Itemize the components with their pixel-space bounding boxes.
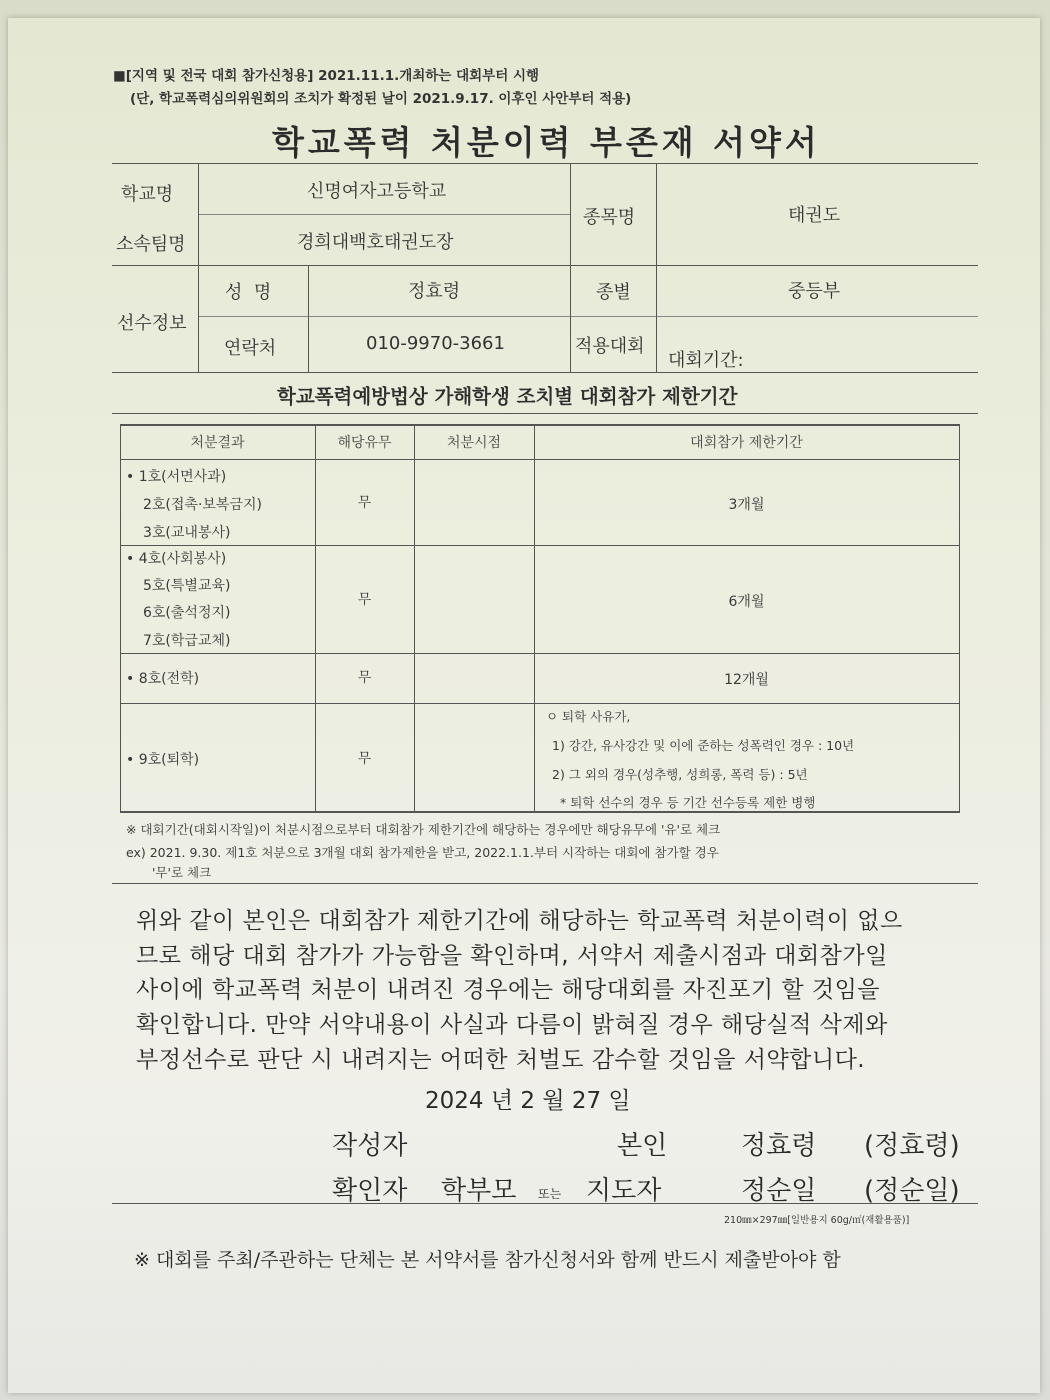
row4-item: • 9호(퇴학) xyxy=(126,752,200,768)
row2-item: 7호(학급교체) xyxy=(143,633,231,649)
row1-item: • 1호(서면사과) xyxy=(126,469,227,485)
restriction-column-divider xyxy=(120,424,121,811)
row1-item: 2호(접촉·보복금지) xyxy=(143,497,262,513)
document-title: 학교폭력 처분이력 부존재 서약서 xyxy=(272,123,821,162)
pledge-date: 2024 년 2 월 27 일 xyxy=(425,1088,631,1114)
event-label: 종목명 xyxy=(583,207,636,228)
confirmer-label: 확인자 xyxy=(332,1176,408,1206)
category-value: 중등부 xyxy=(788,281,841,302)
applied-competition-label: 적용대회 xyxy=(575,336,645,357)
notes-divider xyxy=(112,883,978,884)
header-result: 처분결과 xyxy=(190,435,245,451)
info-divider xyxy=(570,163,571,372)
name-value: 정효령 xyxy=(408,281,461,302)
pledge-line: 확인합니다. 만약 서약내용이 사실과 다름이 밝혀질 경우 해당실적 삭제와 xyxy=(136,1012,888,1038)
header-applicable: 해당유무 xyxy=(337,435,392,451)
row3-item: • 8호(전학) xyxy=(126,671,200,687)
row2-item: • 4호(사회봉사) xyxy=(126,551,227,567)
row2-item: 6호(출석정지) xyxy=(143,605,231,621)
school-label: 학교명 xyxy=(121,184,174,205)
notice-line-2: (단, 학교폭력심의위원회의 조치가 확정된 날이 2021.9.17. 이후인 사안부터 적용) xyxy=(130,91,632,107)
writer-name: 정효령 xyxy=(741,1131,817,1161)
signature-divider xyxy=(112,1203,978,1204)
restriction-header-divider xyxy=(120,459,960,460)
row4-period-line: 1) 강간, 유사강간 및 이에 준하는 성폭력인 경우 : 10년 xyxy=(552,738,855,753)
team-value: 경희대백호태권도장 xyxy=(297,232,454,253)
header-restriction-period: 대회참가 제한기간 xyxy=(690,435,803,451)
confirmer-signature: (정순일) xyxy=(864,1176,960,1206)
pledge-line: 사이에 학교폭력 처분이 내려진 경우에는 해당대회를 자진포기 할 것임을 xyxy=(136,977,881,1003)
info-divider xyxy=(198,163,199,372)
row4-period-line: 2) 그 외의 경우(성추행, 성희롱, 폭력 등) : 5년 xyxy=(552,767,808,782)
contact-label: 연락처 xyxy=(224,338,277,359)
row2-status: 무 xyxy=(357,592,372,608)
self-label: 본인 xyxy=(617,1131,668,1161)
restriction-note: ※ 대회기간(대회시작일)이 처분시점으로부터 대회참가 제한기간에 해당하는 경우에만 해당유무에 '유'로 체크 xyxy=(126,822,721,837)
event-value: 태권도 xyxy=(788,205,841,226)
row1-period: 3개월 xyxy=(728,497,765,513)
restriction-table-top-border xyxy=(120,424,960,426)
restriction-row-divider xyxy=(120,653,960,654)
writer-signature: (정효령) xyxy=(864,1131,960,1161)
info-divider xyxy=(199,316,978,317)
name-label: 성 명 xyxy=(225,282,272,303)
info-divider xyxy=(199,214,570,215)
header-disposition-date: 처분시점 xyxy=(446,435,502,451)
row2-period: 6개월 xyxy=(728,594,765,610)
subtitle-divider xyxy=(112,413,978,414)
or-label: 또는 xyxy=(538,1187,562,1201)
restriction-example-cont: '무'로 체크 xyxy=(152,865,212,880)
info-table-top-border xyxy=(112,163,978,164)
row4-period-line: * 퇴학 선수의 경우 등 기간 선수등록 제한 병행 xyxy=(560,795,816,810)
team-label: 소속팀명 xyxy=(116,234,186,255)
parent-label: 학부모 xyxy=(441,1176,517,1206)
player-info-label: 선수정보 xyxy=(117,313,187,334)
row1-status: 무 xyxy=(357,495,372,511)
restriction-column-divider xyxy=(534,424,535,811)
row4-status: 무 xyxy=(357,751,372,767)
contact-value: 010-9970-3661 xyxy=(366,333,505,354)
school-value: 신명여자고등학교 xyxy=(307,181,447,202)
paper-spec: 210㎜×297㎜[일반용지 60g/㎡(재활용품)] xyxy=(724,1215,910,1226)
pledge-line: 므로 해당 대회 참가가 가능함을 확인하며, 서약서 제출시점과 대회참가일 xyxy=(136,943,888,969)
info-divider xyxy=(656,163,657,372)
restriction-column-divider xyxy=(414,424,415,811)
restriction-subtitle: 학교폭력예방법상 가해학생 조치별 대회참가 제한기간 xyxy=(277,385,738,408)
notice-line-1: ■[지역 및 전국 대회 참가신청용] 2021.11.1.개최하는 대회부터 시행 xyxy=(113,68,540,84)
pledge-line: 부정선수로 판단 시 내려지는 어떠한 처벌도 감수할 것임을 서약합니다. xyxy=(136,1047,866,1073)
row1-item: 3호(교내봉사) xyxy=(143,525,231,541)
confirmer-name: 정순일 xyxy=(741,1176,817,1206)
category-label: 종별 xyxy=(596,282,631,303)
competition-period-label: 대회기간: xyxy=(668,350,744,371)
info-table-bottom-border xyxy=(112,372,978,373)
restriction-row-divider xyxy=(120,545,960,546)
footer-note: ※ 대회를 주최/주관하는 단체는 본 서약서를 참가신청서와 함께 반드시 제출받아야 함 xyxy=(134,1249,841,1271)
restriction-example: ex) 2021. 9.30. 제1호 처분으로 3개월 대회 참가제한을 받고, 2022.1.1.부터 시작하는 대회에 참가할 경우 xyxy=(126,845,719,860)
pledge-line: 위와 같이 본인은 대회참가 제한기간에 해당하는 학교폭력 처분이력이 없으 xyxy=(136,908,903,934)
row3-period: 12개월 xyxy=(724,672,769,688)
row4-period-line: ㅇ 퇴학 사유가, xyxy=(546,709,631,724)
info-divider xyxy=(112,265,978,266)
coach-label: 지도자 xyxy=(586,1176,662,1206)
row3-status: 무 xyxy=(357,670,372,686)
info-divider xyxy=(308,265,309,372)
restriction-row-divider xyxy=(120,703,960,704)
row2-item: 5호(특별교육) xyxy=(143,578,231,594)
restriction-table-bottom-border xyxy=(120,811,960,813)
writer-label: 작성자 xyxy=(332,1131,408,1161)
restriction-column-divider xyxy=(959,424,960,811)
